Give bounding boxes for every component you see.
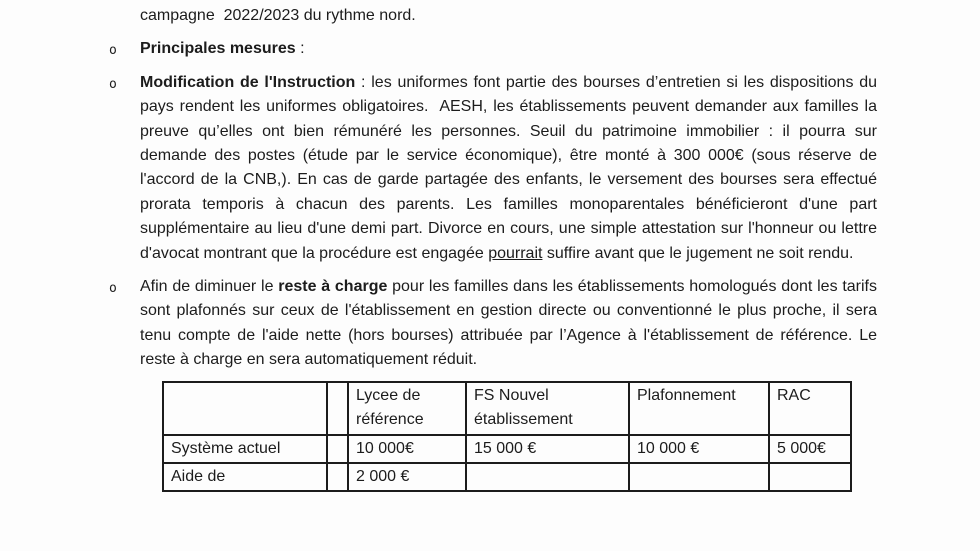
table-cell: 10 000 € (629, 435, 769, 463)
table-cell (629, 463, 769, 491)
text-after-bold: : (295, 40, 305, 58)
bold-principales-mesures: Principales mesures (140, 40, 296, 58)
table-header-lycee-reference: Lycee de référence (348, 382, 466, 435)
table-cell: 15 000 € (466, 435, 629, 463)
table-cell: 2 000 € (348, 463, 466, 491)
bullet-principales-mesures (109, 37, 877, 61)
bullet-marker-icon: o (109, 281, 117, 297)
table-cell: 10 000€ (348, 435, 466, 463)
row-label: Système actuel (163, 435, 327, 463)
bullet-modification-instruction (109, 71, 882, 266)
body-text: Afin de diminuer le (140, 278, 279, 296)
bullet-reste-a-charge (109, 275, 882, 373)
body-text: : les uniformes font partie des bourses d’entretien si les dispositions du pays rendent les uniformes obligatoires. AESH, les établissements peuvent demander aux familles la preuve qu’elles ont bien rémunéré les personnes. Seuil du patrimoine immobilier : il pourra sur demande des postes (étude par le service économique), être monté à 300 000€ (sous réserve de l'accord de la CNB,). En cas de garde partagée des enfants, le versement des bourses sera effectué prorata temporis à chacun des parents. Les familles monoparentales bénéficieront d'une part supplémentaire au lieu d'une demi part. Divorce en cours, une simple attestation sur l'honneur ou lettre d'avocat montrant que la procédure est engagée (140, 73, 882, 262)
table-cell (327, 463, 348, 491)
table-header-fs-nouvel-etablissement: FS Nouvel établissement (466, 382, 629, 435)
comparison-table (162, 381, 852, 493)
paragraph-continuation: campagne 2022/2023 du rythme nord. (140, 7, 416, 24)
bullet-modification-text (140, 71, 882, 266)
table-cell (769, 463, 851, 491)
bullet-marker-icon: o (109, 76, 117, 92)
table-cell: 5 000€ (769, 435, 851, 463)
underlined-pourrait: pourrait (488, 244, 543, 262)
bullet-reste-text (140, 275, 882, 373)
body-text: suffire avant que le jugement ne soit rendu. (542, 244, 854, 262)
bold-modification-instruction: Modification de l'Instruction (140, 73, 356, 91)
table-header-plafonnement: Plafonnement (629, 382, 769, 435)
bullet-marker-icon: o (109, 43, 117, 59)
table-cell (327, 435, 348, 463)
table-row-aide-de (163, 463, 851, 491)
table-header-empty (327, 382, 348, 435)
bullet-principales-text (140, 37, 877, 61)
table-row-systeme-actuel (163, 435, 851, 463)
table-header-empty (163, 382, 327, 435)
table-header-row (163, 382, 851, 435)
table-header-rac: RAC (769, 382, 851, 435)
document-content (109, 4, 882, 492)
table-cell (466, 463, 629, 491)
bold-reste-a-charge: reste à charge (278, 278, 388, 296)
row-label: Aide de (163, 463, 327, 491)
body-text: pour les familles dans les établissements homologués dont les tarifs sont plafonnés sur ceux de l'établissement en gestion directe ou conventionné le plus proche, il sera tenu compte de l'aide nette (hors bourses) attribuée par l’Agence à l'établissement de référence. Le reste à charge en sera automatiquement réduit. (140, 278, 882, 369)
